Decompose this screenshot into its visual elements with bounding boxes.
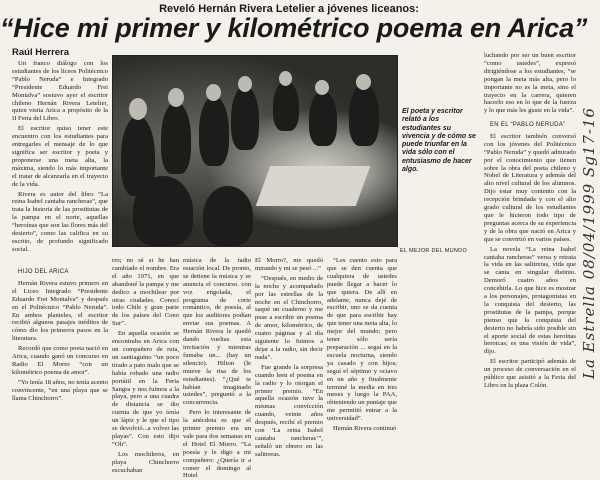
- column-1-top: [12, 60, 108, 265]
- paragraph: El escritor también conversó con los jóvenes del Politécnico “Pablo Neruda” y quedó admirado por el conocimiento que tienen sobre la obra del poeta chileno y Nobel de Literatura y además del alto nivel cultural de los alumnos. Dijo estar muy contento con la recepción brindada y con el alto grado cultural de los estudiantes que le hicieron todo tipo de preguntas acerca de su experiencia y de la obra que nació en Arica y que se convirtió en varios países.: [484, 132, 576, 243]
- paragraph: Recordó que como poeta nació en Arica, cuando ganó un concurso en Radio El Morro “con un kilométrico poema de amor”.: [12, 345, 108, 376]
- column-2: [112, 257, 179, 474]
- column-5: [327, 257, 397, 433]
- paragraph: Pero lo interesante de la anécdota es que el primer premio era un vale para dos semanas en el Hotel El Morro. “La poesía y le digo a mi compañero: ¿Quería ir a comer el domingo al Hotel: [183, 409, 251, 480]
- column-6-top: [484, 52, 576, 118]
- paragraph: Hernán Rivera estuvo primero en el Liceo Integrado “Presidente Eduardo Frei Montalva” y después en el Politécnico “Pablo Neruda”. En ambos planteles, el escritor recibió algunos pasajes inéditos de cómo dio los primeros pasos en la literatura.: [12, 279, 108, 343]
- photo-credit: EL MEJOR DEL MUNDO: [400, 248, 468, 254]
- paragraph: Rivera es autor del libro “La reina Isabel cantaba rancheras”, que trata la historia de las prostitutas de la pampa en el norte, aquellas “heroínas que son las flores más del desierto”, como las califica en su escrito, de profundo significado social.: [12, 190, 108, 253]
- photo-caption: El poeta y escritor relató a los estudiantes su vivencia y de cómo se puede triunfar en la vida sólo con el entusiasmo de hacer algo.: [402, 108, 476, 174]
- paragraph: En aquella ocasión se encontraba en Arica con un compañero de ruta, un santiaguino “un poco tirado a pato malo que se había robado una radio portátil en la Feria Sangra y nos fuimos a la playa, pero a una cuadra de distancia se dio cuenta de que yo tenía un lápiz y le que el tipo se devolvió...a volver las playas”. Con esto dijo “Oh”.: [112, 330, 179, 448]
- column-6-bottom: [484, 119, 576, 399]
- paragraph: Hernán Rivera continuó: [333, 425, 397, 433]
- paragraph: Fue grande la sorpresa cuando leen el poema en la radio y lo otorgan el primer premio. “En aquella ocasión tuve la mismas convicción cuando, veinte años después, recibí el premio con ‘La reina Isabel cantaba rancheras’”, señaló un obrero en las salitreras.: [255, 363, 323, 458]
- paragraph: El escritor quiso tener este encuentro con los estudiantes para entregarles el mensaje de lo que significa ser escritor y poeta y proponerse una meta alta, la máxima, siendo lo más importante el tratar de alcanzarla en el trayecto de la vida.: [12, 125, 108, 188]
- paragraph: “Les cuento esto para que se den cuenta que cualquiera de ustedes puede llegar a hacer lo que quiera. De allí en adelante, nunca dejé de escribir, uno se da cuenta de que para escribir hay que tener una meta alta, lo mejor del mundo; pero tener sólo sería preparación ... seguí en la escuela nocturna, siendo ya casado y con hijos; seguí el séptimo y octavo en un año y finalmente terminé la media en tres meses y luego la PAA, obteniendo un puntaje que me permitió entrar a la universidad”.: [327, 257, 397, 423]
- subheading: EN EL “PABLO NERUDA”: [490, 122, 566, 128]
- handwritten-stamp: [579, 60, 597, 380]
- paragraph: música de la radio estación local. De pronto, se detiene la música y se anuncia el concurso. con voz engolada, el programa de corte romántico, de poesía, al que los auditores podían enviar sus poemas. A Hernán Rivera le quedó dando vueltas esta invitación y mientras fumaba un... (hay un silencio). Hilton (le mueve la risa de los estudiantes). “¿Qué te habían imaginado ustedes”, preguntó a la concurrencia.: [183, 257, 251, 407]
- paragraph: Un franco diálogo con los estudiantes de los liceos Politécnico “Pablo Neruda” e Integrado “Presidente Eduardo Frei Montalva” sostuvo ayer el escritor chileno Hernán Rivera Letelier, quien visita Arica a propósito de la II Feria del Libro.: [12, 60, 108, 123]
- column-4: [255, 257, 323, 458]
- paragraph: “Después, en medio de la noche y acompañado por las estrellas de la noche en el Chinchorro, saqué un cuaderno y me puse a escribir un poema de amor, kilométrico, de cuatro páginas y al día siguiente lo fuimos a dejar a la radio, sin decir nada”.: [255, 274, 323, 361]
- stamp-text: La Estrella 08/04/1999 Sg17-16: [580, 106, 598, 379]
- paragraph: El escritor participó además de un proceso de conversación en el público que asistió a la Feria del Libro en la plaza Colón.: [484, 358, 576, 389]
- column-3: [183, 257, 251, 480]
- paragraph: La novela “La reina Isabel cantaba rancheras” versa y retrata la vida en las salitreras, vida que se canta en singular distinto. Demoró cuatro años en concebirla. Lo que hice es mostrar a los personajes, protagonistas en la conquista del desierto, las prostitutas de la pampa, porque pienso que la conquista del desierto no habría sido posible sin el aporte social de estas heroínas heroicas; es una visión de vida”, dijo.: [484, 245, 576, 356]
- paragraph: El Morro?, me quedó mirando y mi se pesó ...”: [255, 257, 323, 272]
- column-1-bottom: [12, 266, 108, 402]
- kicker: Reveló Hernán Rivera Letelier a jóvenes liceanos:: [159, 3, 419, 15]
- paragraph: luchando por ser un buen escritor “como ustedes”, expresó dirigiéndose a los estudiantes, “se pongan la meta más alta, pero lo importante no es la meta, sino el trayecto en la carrera, quieren hacerlo eso en lo que de la fuerza y lo que más les guste en la vida”.: [484, 52, 576, 115]
- headline: “Hice mi primer y kilométrico poema en Arica”: [0, 13, 588, 43]
- paragraph: rro; no sé si he han cambiado el nombre. Era el año 1971, en que abandoné la pampa y me dedico a mochilear por otras ciudades. Conocí todo Chile y gran parte de los países del Cono Sur”.: [112, 257, 179, 328]
- subheading: HIJO DEL ARICA: [18, 269, 69, 275]
- paragraph: Los mochileros, en playa Chinchorro escuchaban: [112, 450, 179, 474]
- paragraph: “Yo tenía 18 años, no tenía acento convincente, “en una playa que se llama Chinchorro”.: [12, 378, 108, 402]
- article-photo: [112, 55, 398, 247]
- byline: Raúl Herrera: [12, 47, 70, 58]
